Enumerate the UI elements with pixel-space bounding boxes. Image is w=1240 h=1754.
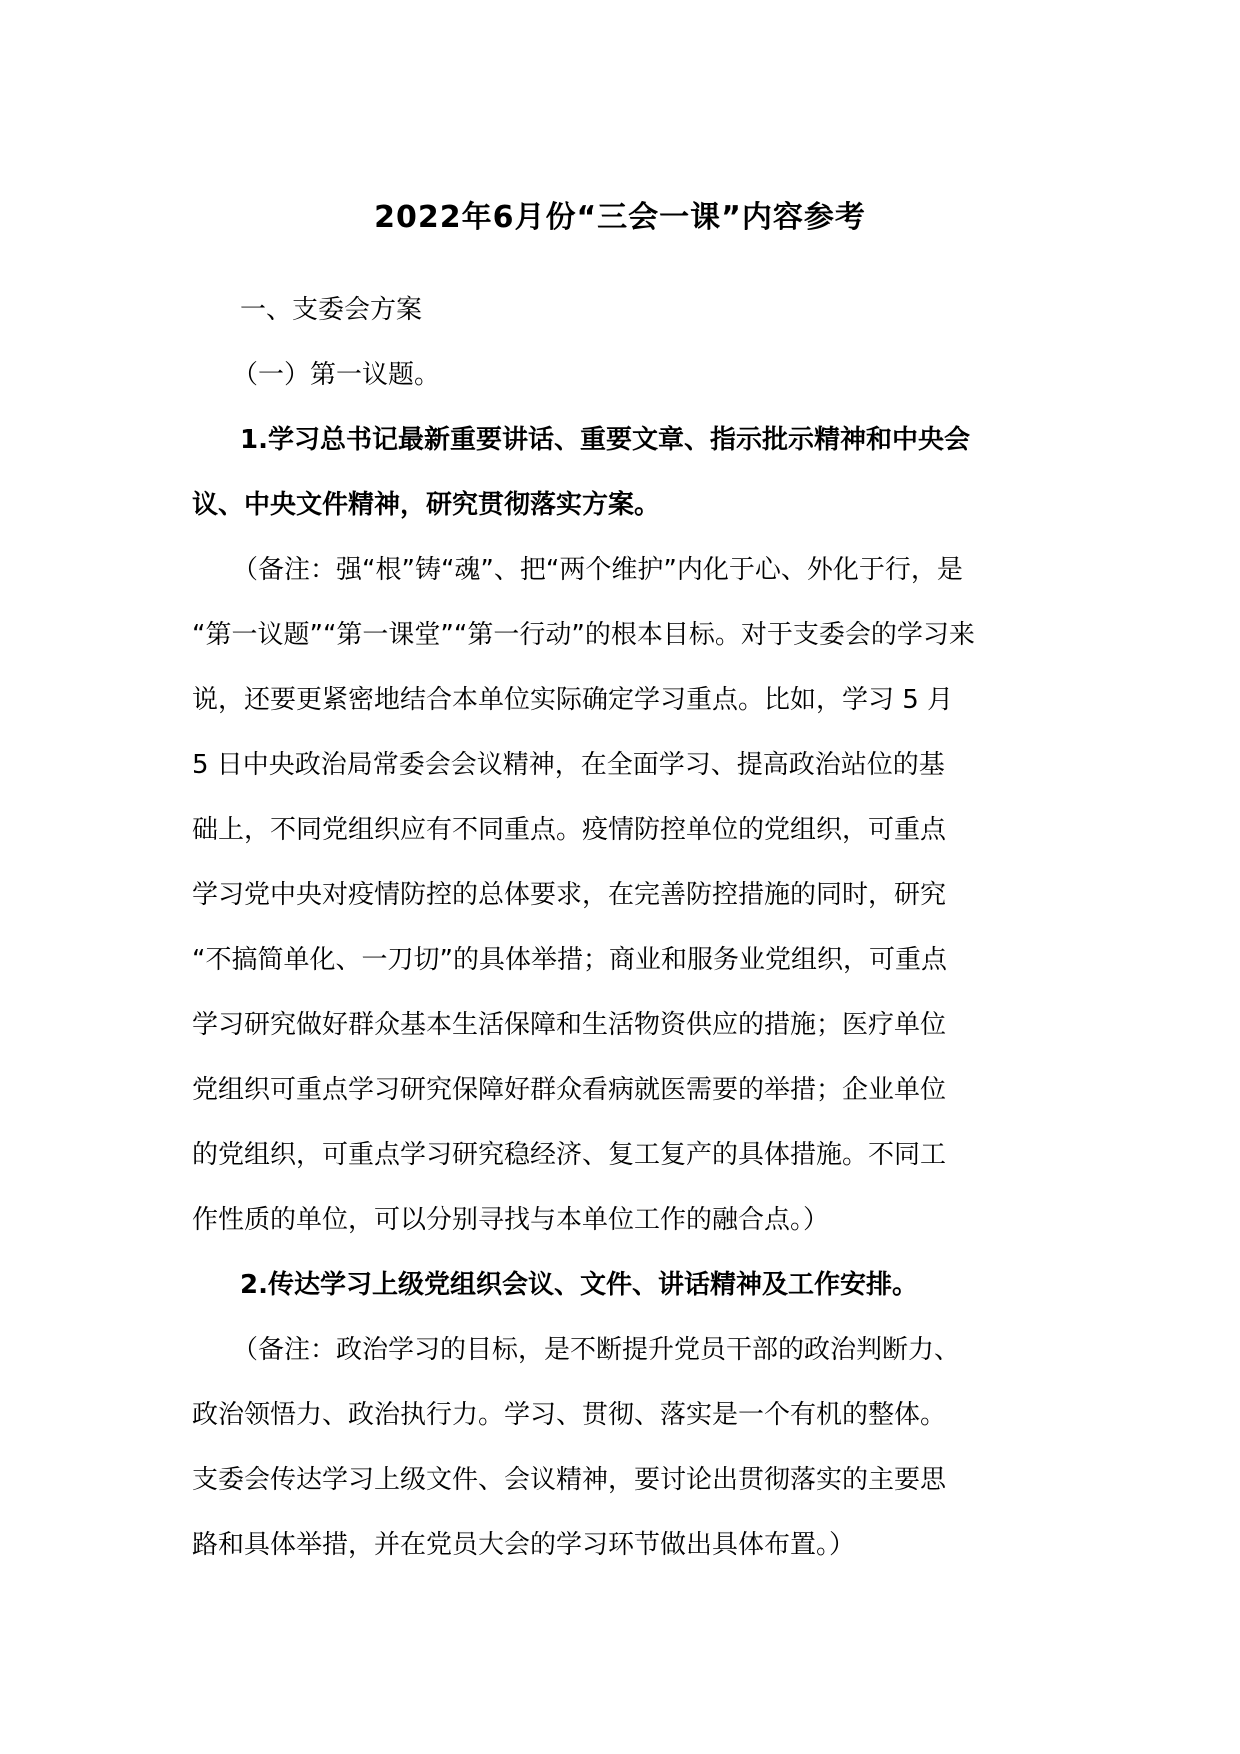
section-heading: 一、支委会方案 [240,295,423,325]
note-paragraph-line: 学习研究做好群众基本生活保障和生活物资供应的措施；医疗单位 [192,1010,947,1040]
agenda-item-1-line: 1.学习总书记最新重要讲话、重要文章、指示批示精神和中央会 [240,425,970,455]
note-paragraph-line: 础上，不同党组织应有不同重点。疫情防控单位的党组织，可重点 [192,815,947,845]
agenda-item-2-line: 2.传达学习上级党组织会议、文件、讲话精神及工作安排。 [240,1270,918,1300]
note-paragraph-line: 作性质的单位，可以分别寻找与本单位工作的融合点。） [192,1205,830,1235]
note-paragraph-line: 5 日中央政治局常委会会议精神，在全面学习、提高政治站位的基 [192,750,945,780]
note-paragraph-line: （备注：政治学习的目标，是不断提升党员干部的政治判断力、 [232,1335,961,1365]
note-paragraph-line: 说，还要更紧密地结合本单位实际确定学习重点。比如，学习 5 月 [192,685,954,715]
note-paragraph-line: 的党组织，可重点学习研究稳经济、复工复产的具体措施。不同工 [192,1140,947,1170]
note-paragraph-line: “第一议题”“第一课堂”“第一行动”的根本目标。对于支委会的学习来 [192,620,975,650]
document-body [192,288,1048,1588]
note-paragraph-line: 路和具体举措，并在党员大会的学习环节做出具体布置。） [192,1530,856,1560]
note-paragraph-line: （备注：强“根”铸“魂”、把“两个维护”内化于心、外化于行，是 [232,555,963,585]
note-paragraph-line: “不搞简单化、一刀切”的具体举措；商业和服务业党组织，可重点 [192,945,947,975]
note-paragraph-line: 党组织可重点学习研究保障好群众看病就医需要的举措；企业单位 [192,1075,947,1105]
note-paragraph-line: 政治领悟力、政治执行力。学习、贯彻、落实是一个有机的整体。 [192,1400,947,1430]
subsection-heading: （一）第一议题。 [232,360,441,390]
document-title: 2022年6月份“三会一课”内容参考 [374,200,866,235]
note-paragraph-line: 学习党中央对疫情防控的总体要求，在完善防控措施的同时，研究 [192,880,947,910]
note-paragraph-line: 支委会传达学习上级文件、会议精神，要讨论出贯彻落实的主要思 [192,1465,947,1495]
agenda-item-1-line: 议、中央文件精神，研究贯彻落实方案。 [192,490,661,520]
